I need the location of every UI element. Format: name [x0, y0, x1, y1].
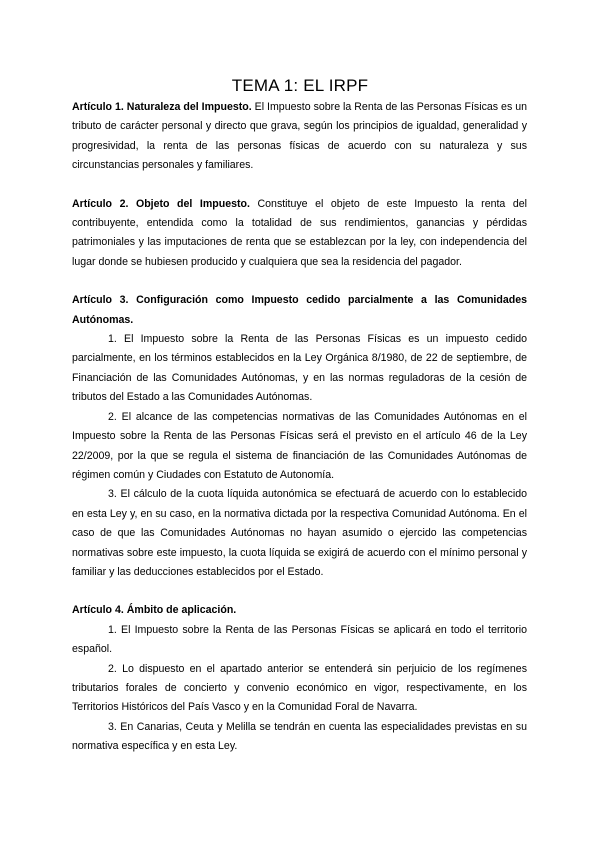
article-3-paragraph-2: 2. El alcance de las competencias normativas de las Comunidades Autónomas en el Impuesto sobre la Renta de las Personas Físicas será el previsto en el artículo 46 de la Ley 22/2009, por la que se regula el sistema de financiación de las Comunidades Autónomas de régimen común y Ciudades con Estatuto de Autonomía.	[72, 410, 527, 481]
article-1-text: El Impuesto sobre la Renta de las Personas Físicas es un tributo de carácter personal y directo que grava, según los principios de igualdad, generalidad y progresividad, la renta de las personas físicas de acuerdo con su naturaleza y sus circunstancias personales y familiares.	[72, 101, 527, 172]
article-4-paragraph-2: 2. Lo dispuesto en el apartado anterior se entenderá sin perjuicio de los regímenes tributarios forales de concierto y convenio económico en vigor, respectivamente, en los Territorios Históricos del País Vasco y en la Comunidad Foral de Navarra.	[72, 662, 527, 714]
page-title: TEMA 1: EL IRPF	[231, 76, 369, 95]
article-2	[72, 195, 527, 273]
article-3-paragraph-1: 1. El Impuesto sobre la Renta de las Personas Físicas es un impuesto cedido parcialmente, en los términos establecidos en la Ley Orgánica 8/1980, de 22 de septiembre, de Financiación de las Comunidades Autónomas, y en las normas reguladoras de la cesión de tributos del Estado a las Comunidades Autónomas.	[72, 333, 527, 404]
article-4-paragraph-3: 3. En Canarias, Ceuta y Melilla se tendrán en cuenta las especialidades previstas en su normativa específica y en esta Ley.	[72, 720, 527, 753]
article-4-paragraph-1: 1. El Impuesto sobre la Renta de las Personas Físicas se aplicará en todo el territorio español.	[72, 623, 527, 656]
article-3-heading: Artículo 3. Configuración como Impuesto cedido parcialmente a las Comunidades Autónomas.	[72, 294, 527, 326]
article-3-paragraph-3: 3. El cálculo de la cuota líquida autonómica se efectuará de acuerdo con lo establecido en esta Ley y, en su caso, en la normativa dictada por la respectiva Comunidad Autónoma. En el caso de que las Comunidades Autónomas no hayan asumido o ejercido las competencias normativas sobre este impuesto, la cuota líquida se exigirá de acuerdo con el mínimo personal y familiar y las deducciones establecidos por el Estado.	[72, 488, 527, 578]
article-2-heading: Artículo 2. Objeto del Impuesto.	[72, 197, 250, 210]
article-1	[72, 98, 527, 176]
article-2-text: Constituye el objeto de este Impuesto la renta del contribuyente, entendida como la totalidad de sus rendimientos, ganancias y pérdidas patrimoniales y las imputaciones de renta que se establezcan por la ley, con independencia del lugar donde se hubiesen producido y cualquiera que sea la residencia del pagador.	[72, 197, 527, 268]
article-4-heading: Artículo 4. Ámbito de aplicación.	[72, 604, 237, 617]
document-body	[72, 98, 527, 757]
article-1-heading: Artículo 1. Naturaleza del Impuesto.	[72, 101, 252, 113]
